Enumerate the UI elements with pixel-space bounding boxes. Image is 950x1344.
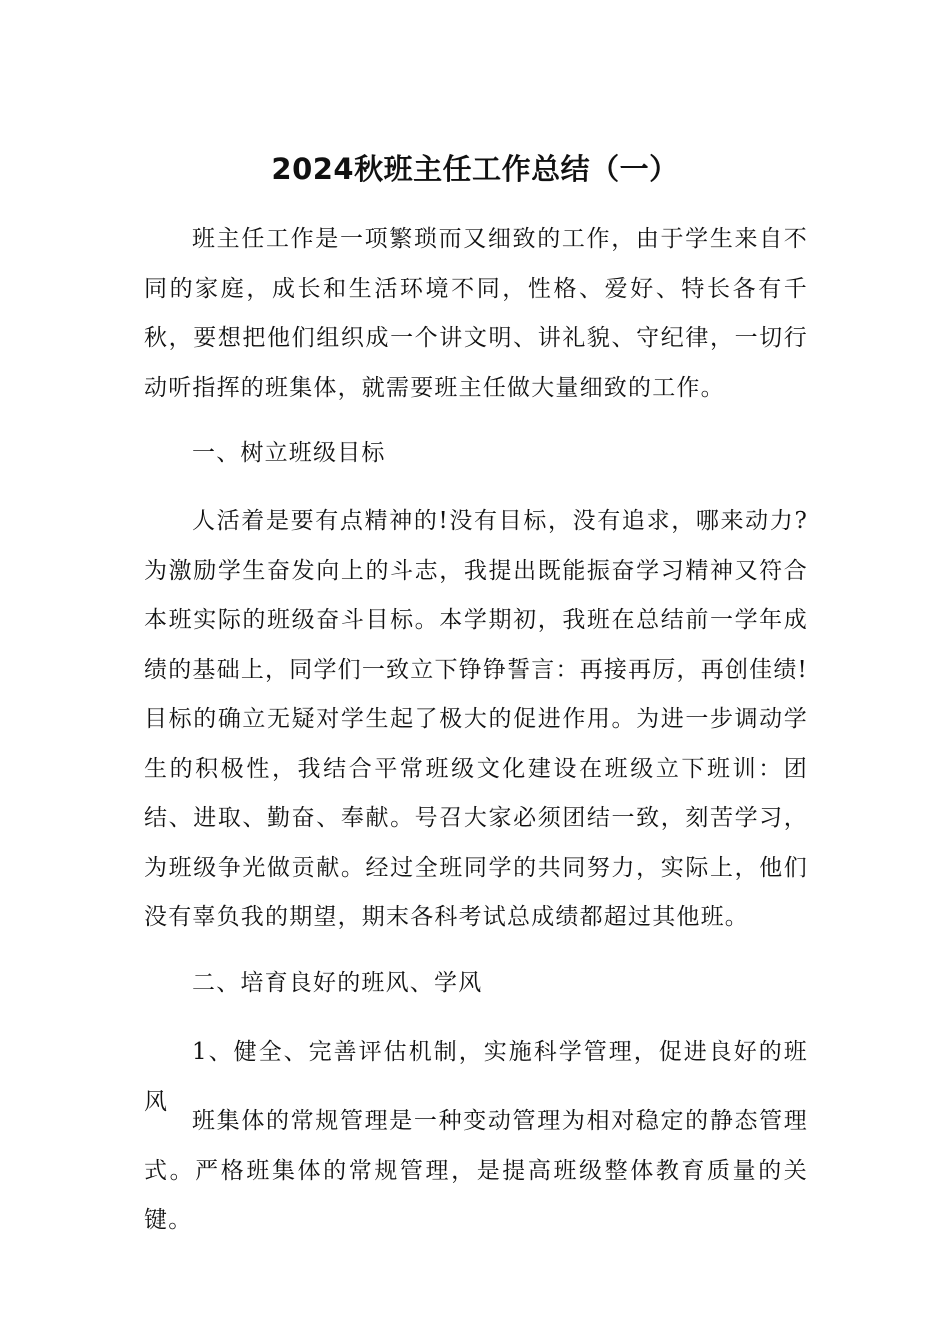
paragraph-intro: 班主任工作是一项繁琐而又细致的工作，由于学生来自不同的家庭，成长和生活环境不同，性格、爱好、特长各有千秋，要想把他们组织成一个讲文明、讲礼貌、守纪律，一切行动听指挥的班集体，就需要班主任做大量细致的工作。 [144, 226, 808, 401]
paragraph-class-goal: 人活着是要有点精神的!没有目标，没有追求，哪来动力?为激励学生奋发向上的斗志，我提出既能振奋学习精神又符合本班实际的班级奋斗目标。本学期初，我班在总结前一学年成绩的基础上，同学们一致立下铮铮誓言：再接再厉，再创佳绩!目标的确立无疑对学生起了极大的促进作用。为进一步调动学生的积极性，我结合平常班级文化建设在班级立下班训：团结、进取、勤奋、奉献。号召大家必须团结一致，刻苦学习，为班级争光做贡献。经过全班同学的共同努力，实际上，他们没有辜负我的期望，期末各科考试总成绩都超过其他班。 [144, 508, 808, 930]
subheading-one: 1、健全、完善评估机制，实施科学管理，促进良好的班风 [144, 1039, 808, 1115]
paragraph-class-management: 班集体的常规管理是一种变动管理为相对稳定的静态管理式。严格班集体的常规管理，是提高班级整体教育质量的关键。 [144, 1108, 808, 1233]
section-heading-two: 二、培育良好的班风、学风 [192, 970, 483, 996]
document-title: 2024秋班主任工作总结（一） [271, 152, 679, 186]
section-heading-one: 一、树立班级目标 [192, 440, 386, 466]
